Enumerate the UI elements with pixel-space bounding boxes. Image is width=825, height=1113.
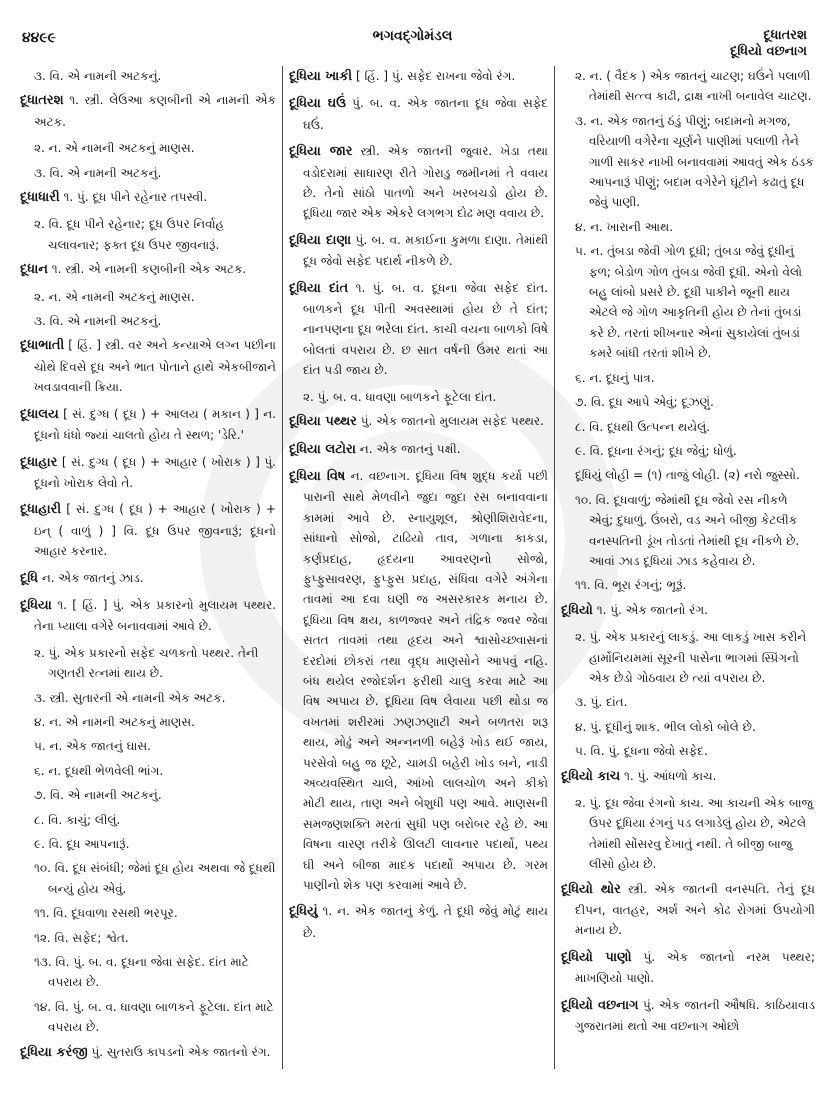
entry-sense: ૪. ન. ખારાની આથ. — [575, 219, 674, 234]
dictionary-entry — [20, 90, 276, 132]
entry-definition: સ્ત્રી. એક જાતની જુવાર. ખેડા તથા વડોદરામાં સાધારણ રીતે ગોરાડુ જમીનમાં તે વવાય છે. તેનો સાંઠો પાતળો અને ખરબચડો હોય છે. દૂધિયા જાર એક એકરે લગભગ દોઢ મણ વવાય છે. — [303, 144, 548, 221]
dictionary-entry — [20, 595, 276, 637]
entry-sense: ૧૧. વિ. દૂધવાળા રસથી ભરપૂર. — [34, 906, 178, 921]
column-1 — [20, 66, 282, 1069]
entry-headword: દૂધાતરશ — [20, 93, 64, 109]
entry-headword: દૂધાધારી — [20, 190, 60, 206]
dictionary-entry — [289, 411, 548, 432]
entry-definition: ન. વછનાગ. દૂધિયા વિષ શુદ્ધ કર્યા પછી પારાની સાથે મેળવીને જુદા જુદા રસ બનાવવાના કામમાં આવે છે. સ્નાયુશૂલ, શ્રોણીશિરાવેદના, સાંધાનો સોજો, ટાઢિયો તાવ, ગળાના કાકડા, કર્ણપ્રદાહ, હૃદયના આવરણનો સોજો, ફુપ્ફુસાવરણ, ફુપ્ફુસ પ્રદાહ, સંધિવા વગેરે અંગેના તાવમાં આ દવા ઘણી જ અસરકારક મનાય છે. દૂધિયા વિષ ક્ષય, કાળજ્વર અને તંદ્રિક જ્વર જેવા સતત તાવમાં તથા હૃદય અને શ્વાસોચ્છ્વાસનાં દરદોમાં છોકરાં તથા વૃદ્ધ માણસોને આપવું નહિ. બંધ થયેલ રજોદર્શન ફરીથી ચાલુ કરવા માટે આ વિષ અપાય છે. દૂધિયા વિષ લેવાયા પછી થોડા જ વખતમાં શરીરમાં ઝણઝણાટી અને બળતરા શરૂ થાય, મોઢું અને અન્નનળી બહેરૂં ખોડ થઈ જાય, પરસેવો બહુ જ છૂટે, ચામડી બહેરી ખોડ બને, નાડી અવ્યવસ્થિત ચાલે, આંખો લાલચોળ અને કીકો મોટી થાય, તાણ અને બેશુધી પણ આવે. માણસની સમજણશક્તિ મરતાં સુધી પણ બરોબર રહે છે. આ વિષના વારણ તરીકે ઊલટી લાવનાર પદાર્થો, પથ્ય ઘી અને બીજા માદક પદાર્થો અપાય છે. ગરમ પાણીનો શેક પણ કરવામાં આવે છે. — [303, 468, 548, 893]
entry-sense: ૨. ન. એ નામની અટકનું માણસ. — [34, 141, 195, 156]
dictionary-entry — [20, 1042, 276, 1063]
column-2 — [282, 66, 554, 1069]
dictionary-entry — [289, 278, 548, 381]
entry-definition: પું. એક જાતનો નરમ પથ્થર; માખણિયો પાણો. — [575, 949, 815, 986]
column-3 — [554, 66, 815, 1069]
entry-headword: દૂધાહાર — [20, 454, 58, 470]
dictionary-entry — [561, 600, 815, 621]
entry-headword: દૂધાભાતી — [20, 338, 65, 354]
dictionary-entry — [20, 452, 276, 494]
entry-sense: ૪. ન. એ નામની અટકનું માણસ. — [34, 714, 195, 729]
entry-definition: પું. સુતરાઉ કાપડનો એક જાતનો રંગ. — [91, 1044, 271, 1059]
entry-sense: ૧૦. વિ. દૂધવાળું; જેમાંથી દૂધ જેવો રસ નીકળે એવું; દુધાળું. ઉંબરો, વડ અને બીજી કેટલીક વનસ્પતિની ડૂંખ તોડતાં તેમાંથી દૂધ નીકળે છે. આવાં ઝાડ દૂધિયાં ઝાડ કહેવાય છે. — [575, 492, 800, 568]
entry-headword: દૂધિયો કાચ — [561, 768, 621, 784]
entry-sense: ૬. ન. દૂધથી ભેળવેલી ભાંગ. — [34, 763, 164, 778]
entry-sense: ૫. વિ. પું. દૂધના જેવો સફેદ. — [575, 744, 708, 759]
entry-definition: ૧. પું. આંધળો કાચ. — [624, 768, 717, 783]
page-header — [0, 0, 825, 60]
entry-definition: [ સં. દુગ્ધ ( દૂધ ) + આહાર ( ખોરાક ) + ઇન્ ( વાળું ) ] વિ. દૂધ ઉપર જીવનારૂં; દૂધનો આહાર કરનાર. — [34, 502, 276, 559]
entry-headword: દૂધિયા — [20, 597, 52, 613]
dictionary-entry — [289, 141, 548, 224]
running-title: ભગવદ્ગોમંડલ — [372, 28, 453, 44]
entry-definition: પું. એક જાતનો મુલાયમ સફેદ પથ્થર. — [360, 414, 544, 429]
entry-headword: દૂધિયા લટોરા — [289, 441, 356, 457]
dictionary-entry — [289, 66, 548, 87]
guide-word-last: દૂધિયો વછનાગ — [730, 44, 807, 59]
entry-sense: ૭. વિ. એ નામની અટકનું. — [34, 788, 162, 803]
entry-sense: ૨. વિ. દૂધ પીને રહેનાર; દૂધ ઉપર નિર્વાહ ચલાવનાર; ફક્ત દૂધ ઉપર જીવનારૂં. — [34, 217, 225, 252]
entry-headword: દૂધિયા ઘઉં — [289, 96, 347, 112]
dictionary-entry — [20, 568, 276, 589]
entry-sense: ૩. સ્ત્રી. સુતારની એ નામની એક અટક. — [34, 690, 226, 705]
entry-sense: ૫. ન. એક જાતનું ઘાસ. — [34, 739, 151, 754]
dictionary-entry — [561, 947, 815, 989]
entry-definition: ૧. સ્ત્રી. લેઉઆ કણબીની એ નામની એક અટક. — [34, 93, 276, 129]
entry-sense: ૪. પું. દૂધીનું શાક. ભીલ લોકો બોલે છે. — [575, 719, 756, 734]
entry-definition: [ સં. દુગ્ધ ( દૂધ ) + આહાર ( ખોરાક ) ] પું. દૂધનો ખોરાક લેવો તે. — [34, 454, 276, 490]
entry-headword: દૂધિયો — [561, 602, 593, 618]
entry-definition: પું. બ. વ. એક જાતના દૂધ જેવા સફેદ ઘઉં. — [303, 96, 548, 132]
entry-headword: દૂધિયો વછનાગ — [561, 997, 639, 1013]
entry-sense: ૨. પું. એક પ્રકારનો સફેદ ચળકતો પથ્થર. તેની ગણતરી રત્નમાં થાય છે. — [34, 645, 259, 681]
entry-definition: ૧. પું. બ. વ. દૂધના જેવા સફેદ દાંત. બાળકને દૂધ પીતી અવસ્થામાં હોય છે તે દાંત; નાનપણના દૂધ ભરેલા દાંત. કાચી વયના બાળકો વિષે બોલતાં વપરાય છે. છ સાત વર્ષની ઉંમર થતાં આ દાંત પડી જાય છે. — [303, 280, 548, 378]
page-number: ૪૪૯૯ — [22, 30, 56, 46]
entry-sense: ૮. વિ. કાચું; લીલું. — [34, 812, 121, 827]
dictionary-entry — [289, 901, 548, 943]
entry-definition: ૧. સ્ત્રી. એ નામની કણબીની એક અટક. — [51, 262, 247, 277]
entry-sense: ૧૧. વિ. ભૂરા રંગનું; ભૂરૂં. — [575, 578, 687, 593]
entry-sense: ૨. પું. દૂધ જેવા રંગનો કાચ. આ કાચની એક બાજુ ઉપર દૂધિયા રંગનું પડ લગાડેલું હોય છે, એટલે તેમાંથી સોંસરવુ દેખાતું નથી. તે બીજી બાજુ લીસો હોય છે. — [575, 796, 813, 872]
dictionary-entry — [289, 466, 548, 896]
entry-sense: ૩. પું. દાંત. — [575, 695, 628, 710]
entry-headword: દૂધિયા ખાકી — [289, 69, 353, 84]
guide-words — [730, 28, 807, 60]
guide-word-first: દૂધાતરશ — [763, 28, 807, 43]
entry-sense: ૩. વિ. એ નામની અટકનું. — [34, 69, 162, 83]
dictionary-entry — [561, 766, 815, 787]
entry-sense: ૧૦. વિ. દૂધ સંબંધી; જેમાં દૂધ હોય અથવા જે દૂધથી બન્યું હોય એવું. — [34, 861, 276, 896]
entry-sense: ૨. પું. બ. વ. ધાવણા બાળકને ફૂટેલા દાંત. — [303, 389, 497, 404]
entry-sense: ૫. ન. તુંબડા જેવી ગોળ દૂધી; તુંબડા જેવું દૂધીનું ફળ; બેડોળ ગોળ તુંબડા જેવી દૂધી. એનો વેલો બહુ લાંબો પ્રસરે છે. દૂધી પાકીને જૂની થાય એટલે જે ગોળ આકૃતિની હોય છે તેનાં તુંબડાં કરે છે. તરતાં શીખનાર એનાં સુકાયેલાં તુંબડાં કમરે બાંધી તરતાં શીખે છે. — [575, 244, 803, 361]
entry-sense: ૬. ન. દૂધનું પાત્ર. — [575, 370, 655, 385]
dictionary-entry — [289, 93, 548, 135]
entry-sense: ૭. વિ. દૂધ આપે એવું; દૂઝણું. — [575, 395, 714, 410]
entry-sense: ૨. પું. એક પ્રકારનું લાકડું. આ લાકડું ખાસ કરીને હાર્મોનિયમમાં સૂરની પાસેના ભાગમાં સ્પ્રિંગનો એક છેડો ગોઠવાય છે ત્યાં વપરાય છે. — [575, 630, 807, 685]
entry-headword: દૂધિયું — [289, 904, 318, 920]
entry-definition: ૧. પું. એક જાતનો રંગ. — [596, 602, 708, 617]
entry-sense: ૧૪. વિ. પું. બ. વ. ધાવણા બાળકને ફૂટેલા. દાંત માટે વપરાય છે. — [34, 999, 274, 1035]
entry-sense: ૩. ન. એક જાતનું ઠંડું પીણું; બદામનો મગજ, વરિયાળી વગેરેના ચૂર્ણને પાણીમાં પલાળી તેને ગાળી સાકર નાખી બનાવવામાં આવતું એક ઠંડક આપનારૂં પીણું; બદામ વગેરેને ઘૂંટીને કઢાતું દૂધ જેવું પાણી. — [575, 113, 814, 210]
entry-sense: ૨. ન. એ નામની અટકનું માણસ. — [34, 289, 195, 304]
dictionary-entry — [20, 499, 276, 561]
entry-headword: દૂધિયા જાર — [289, 144, 353, 160]
entry-headword: દૂધિયો પાણો — [561, 949, 632, 965]
entry-definition: ૧. [ હિં. ] પું. એક પ્રકારનો મુલાયમ પથ્થર. તેના પ્યાલા વગેરે બનાવવામાં આવે છે. — [34, 597, 276, 634]
entry-definition: ૧. પું. દૂધ પીને રહેનાર તપસ્વી. — [63, 190, 208, 205]
entry-headword: દૂધાલય — [20, 406, 59, 422]
entry-definition: [ હિં. ] સ્ત્રી. વર અને કન્યાએ લગ્ન પછીના ચોથે દિવસે દૂધ અને ભાત પોતાને હાથે એકબીજાને ખવડાવવાની ક્રિયા. — [34, 338, 276, 395]
entry-headword: દૂધિયો થોર — [561, 881, 621, 897]
entry-headword: દૂધાન — [20, 262, 48, 278]
entry-sense: ૧૨. વિ. સફેદ; શ્વેત. — [34, 930, 129, 945]
entry-sense: ૧૩. વિ. પું. બ. વ. દૂધના જેવા સફેદ. દાંત માટે વપરાય છે. — [34, 955, 249, 990]
entry-definition: સ્ત્રી. એક જાતની વનસ્પતિ. તેનું દૂધ દીપન, વાતહર, અર્શ અને કોઢ રોગમાં ઉપયોગી મનાય છે. — [575, 881, 815, 938]
dictionary-entry — [289, 439, 548, 460]
dictionary-entry — [20, 335, 276, 397]
dictionary-entry — [20, 259, 276, 280]
entry-headword: દૂધિયા વિષ — [289, 468, 346, 484]
entry-definition: ન. એક જાતનું ઝાડ. — [41, 570, 144, 585]
entry-sense: ૯. વિ. દૂધ આપનારૂં. — [34, 837, 130, 851]
dictionary-entry — [20, 404, 276, 446]
entry-headword: દૂધિયા પથ્થર — [289, 414, 357, 430]
entry-sense: ૩. વિ. એ નામની અટકનું. — [34, 165, 162, 180]
entry-sense: દૂધિયું લોહી = (૧) તાજું લોહી. (૨) નરો જુસ્સો. — [575, 468, 800, 483]
entry-definition: ન. એક જાતનું પક્ષી. — [359, 441, 461, 456]
dictionary-entry — [289, 230, 548, 272]
dictionary-entry — [561, 879, 815, 941]
entry-definition: પું. બ. વ. મકાઈના કુમળા દાણા. તેમાંથી દૂધ જેવો સફેદ પદાર્થ નીકળે છે. — [303, 232, 548, 269]
entry-sense: ૨. ન. ( વૈદક ) એક જાતનું ચાટણ; ઘઉંને પલાળી તેમાંથી સત્ત્વ કાઢી, દ્રાક્ષ નાખી બનાવેલ ચાટણ. — [575, 69, 812, 104]
entry-headword: દૂધિયા કરંજી — [20, 1044, 88, 1060]
entry-headword: દૂધિયા દાંત — [289, 280, 349, 296]
entry-sense: ૯. વિ. દૂધના રંગનું; દૂધ જેવું; ધોળું. — [575, 443, 737, 458]
entry-headword: દૂધાહારી — [20, 502, 62, 518]
entry-definition: ૧. ન. એક જાતનું કેળું. તે દૂધી જેવું મોટું થાય છે. — [303, 904, 548, 940]
entry-headword: દૂધિયા દાણા — [289, 232, 352, 248]
dictionary-entry — [20, 187, 276, 208]
dictionary-columns — [20, 66, 815, 1069]
entry-headword: દૂધિ — [20, 570, 39, 586]
dictionary-entry — [561, 995, 815, 1037]
entry-definition: પું. એક જાતની ઔષધિ. કાઠિયાવાડ ગુજરાતમાં થતો આ વછનાગ ઓછો — [575, 997, 816, 1034]
entry-definition: [ સં. દુગ્ધ ( દૂધ ) + આલય ( મકાન ) ] ન. દૂધનો ધંધો જ્યાં ચાલતો હોય તે સ્થળ; 'ડેરિ.' — [34, 406, 276, 443]
entry-definition: [ હિં. ] પું. સફેદ રાખના જેવો રંગ. — [355, 69, 516, 83]
entry-sense: ૮. વિ. દૂધથી ઉત્પન્ન થયેલું. — [575, 419, 710, 434]
entry-sense: ૩. વિ. એ નામની અટકનું. — [34, 314, 162, 329]
